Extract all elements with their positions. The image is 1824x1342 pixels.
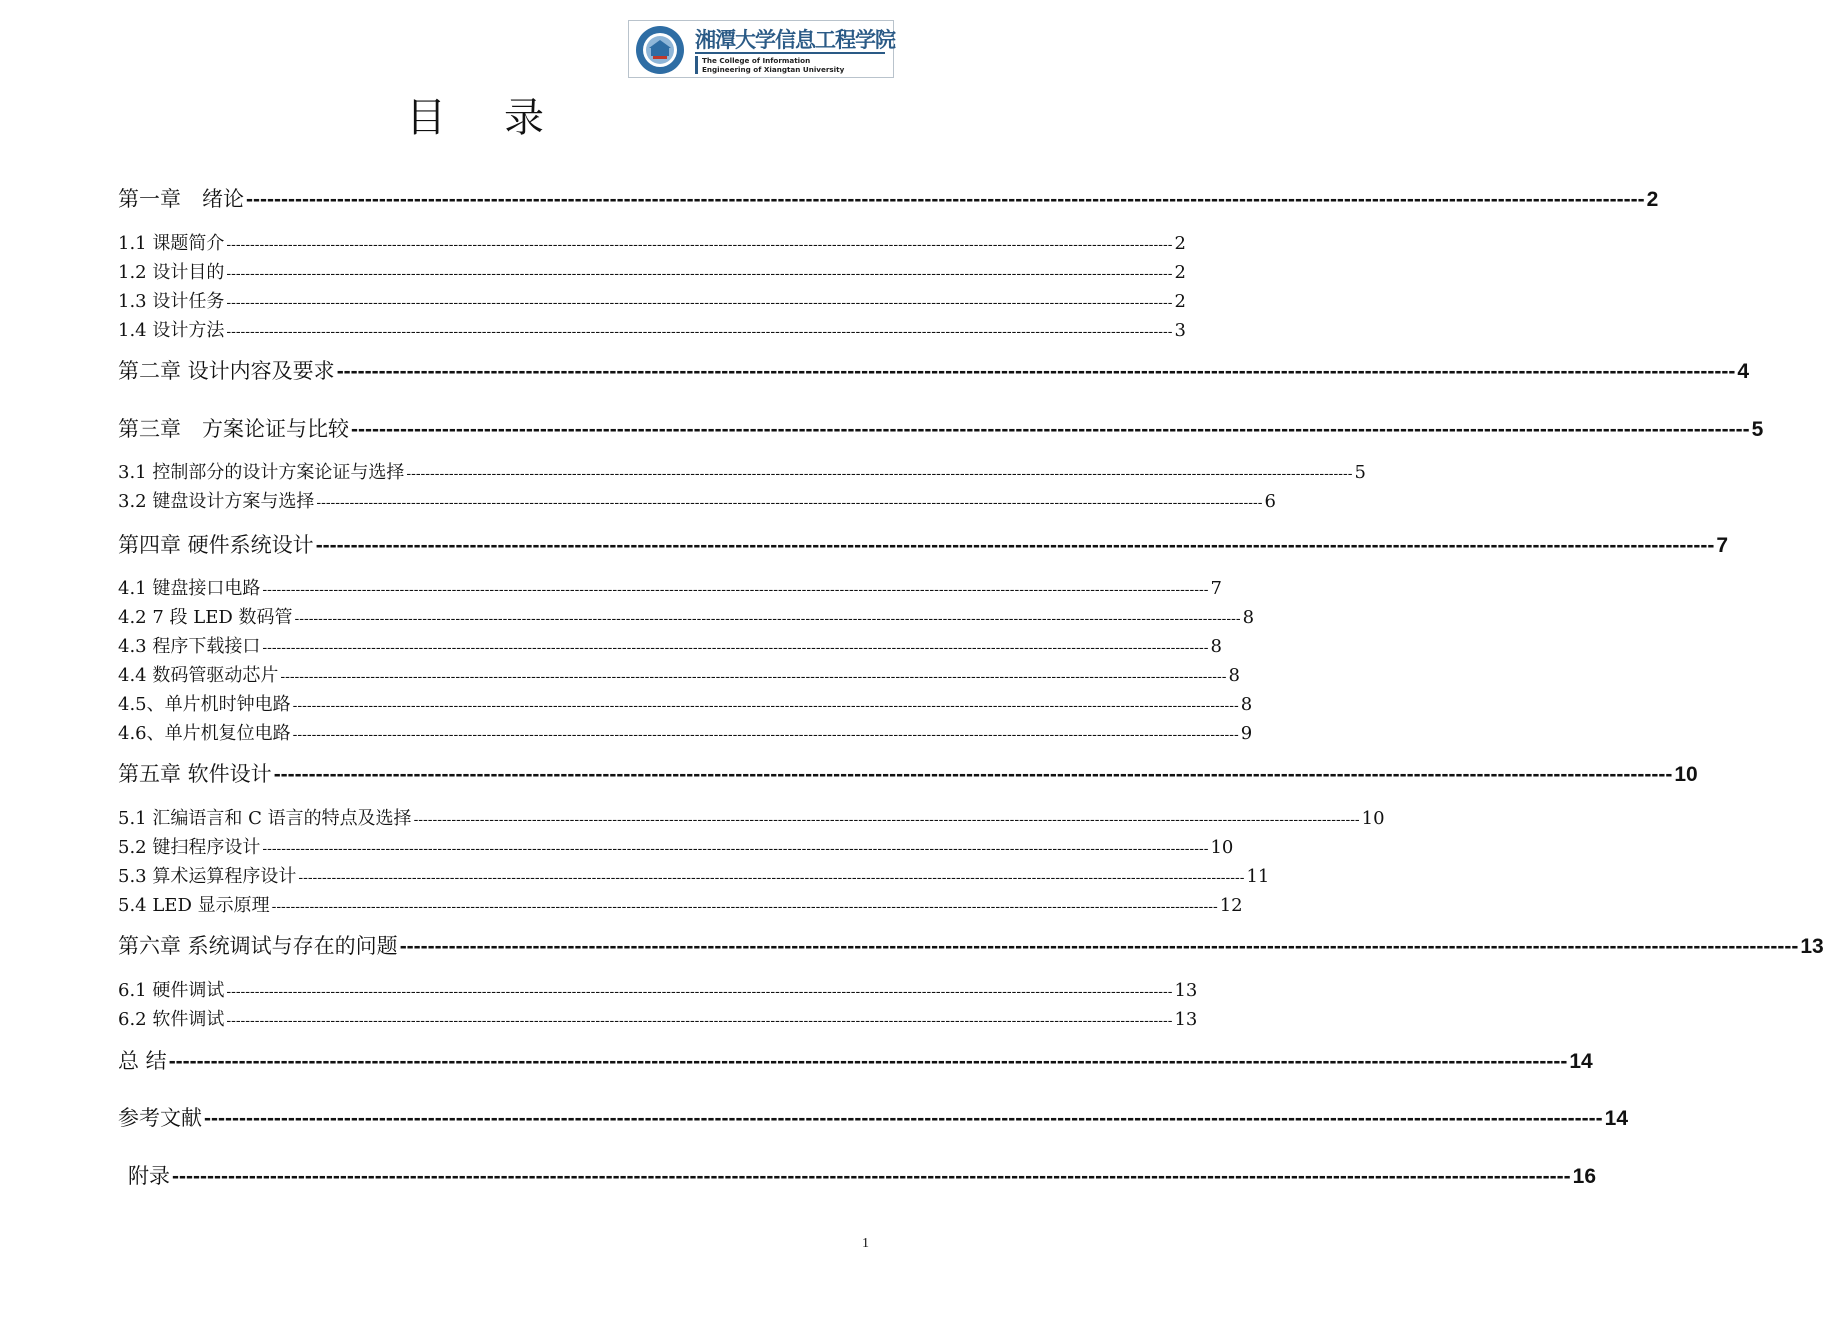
toc-entry-page: 14 bbox=[1569, 1050, 1593, 1073]
toc-entry-label: 3.1 控制部分的设计方案论证与选择 bbox=[118, 462, 405, 483]
toc-dot-leader: -------------------------------------------------------------------------------------------------------------------------------------------------------------------------------------------------------- bbox=[413, 812, 1360, 828]
toc-section-entry[interactable] bbox=[118, 891, 1243, 917]
toc-section-entry[interactable] bbox=[118, 287, 1186, 313]
toc-entry-page: 8 bbox=[1242, 607, 1255, 628]
toc-dot-leader: -------------------------------------------------------------------------------------------------------------------------------------------------------------------------------------------------------- bbox=[336, 360, 1736, 383]
toc-entry-label: 4.5、单片机时钟电路 bbox=[118, 694, 291, 715]
toc-dot-leader: -------------------------------------------------------------------------------------------------------------------------------------------------------------------------------------------------------- bbox=[226, 1013, 1173, 1029]
toc-entry-page: 5 bbox=[1354, 462, 1366, 483]
toc-chapter-entry[interactable] bbox=[118, 1102, 1628, 1132]
toc-chapter-entry[interactable] bbox=[118, 355, 1750, 385]
toc-dot-leader: -------------------------------------------------------------------------------------------------------------------------------------------------------------------------------------------------------- bbox=[316, 495, 1263, 511]
toc-entry-label: 第一章 绪论 bbox=[118, 187, 244, 211]
toc-section-entry[interactable] bbox=[118, 1005, 1198, 1031]
toc-entry-page: 2 bbox=[1646, 188, 1659, 211]
toc-dot-leader: -------------------------------------------------------------------------------------------------------------------------------------------------------------------------------------------------------- bbox=[351, 418, 1750, 441]
toc-chapter-entry[interactable] bbox=[118, 758, 1698, 788]
toc-entry-label: 第三章 方案论证与比较 bbox=[118, 417, 349, 441]
toc-chapter-entry[interactable] bbox=[118, 529, 1729, 559]
toc-entry-page: 8 bbox=[1210, 636, 1222, 657]
toc-entry-label: 4.4 数码管驱动芯片 bbox=[118, 665, 279, 686]
toc-dot-leader: -------------------------------------------------------------------------------------------------------------------------------------------------------------------------------------------------------- bbox=[226, 295, 1173, 311]
toc-section-entry[interactable] bbox=[118, 862, 1270, 888]
toc-dot-leader: -------------------------------------------------------------------------------------------------------------------------------------------------------------------------------------------------------- bbox=[294, 611, 1241, 627]
toc-entry-label: 第五章 软件设计 bbox=[118, 762, 272, 786]
toc-dot-leader: -------------------------------------------------------------------------------------------------------------------------------------------------------------------------------------------------------- bbox=[226, 266, 1173, 282]
toc-entry-label: 附录 bbox=[128, 1164, 170, 1188]
toc-dot-leader: -------------------------------------------------------------------------------------------------------------------------------------------------------------------------------------------------------- bbox=[315, 534, 1715, 557]
toc-entry-page: 8 bbox=[1240, 694, 1253, 715]
page-number: 1 bbox=[862, 1236, 869, 1251]
toc-section-entry[interactable] bbox=[118, 661, 1240, 687]
toc-entry-page: 7 bbox=[1716, 534, 1729, 557]
toc-entry-label: 5.4 LED 显示原理 bbox=[118, 895, 270, 916]
toc-dot-leader: -------------------------------------------------------------------------------------------------------------------------------------------------------------------------------------------------------- bbox=[204, 1107, 1603, 1130]
toc-dot-leader: -------------------------------------------------------------------------------------------------------------------------------------------------------------------------------------------------------- bbox=[399, 935, 1799, 958]
toc-entry-page: 16 bbox=[1572, 1165, 1596, 1188]
toc-entry-label: 第四章 硬件系统设计 bbox=[118, 533, 314, 557]
toc-section-entry[interactable] bbox=[118, 804, 1385, 830]
toc-entry-page: 14 bbox=[1604, 1107, 1628, 1130]
toc-chapter-entry[interactable] bbox=[118, 1045, 1593, 1075]
toc-dot-leader: -------------------------------------------------------------------------------------------------------------------------------------------------------------------------------------------------------- bbox=[172, 1165, 1571, 1188]
toc-entry-page: 6 bbox=[1264, 491, 1276, 512]
toc-entry-label: 第二章 设计内容及要求 bbox=[118, 359, 335, 383]
toc-section-entry[interactable] bbox=[118, 690, 1253, 716]
toc-entry-page: 10 bbox=[1361, 808, 1385, 829]
toc-section-entry[interactable] bbox=[118, 632, 1222, 658]
toc-entry-label: 1.2 设计目的 bbox=[118, 262, 225, 283]
toc-dot-leader: -------------------------------------------------------------------------------------------------------------------------------------------------------------------------------------------------------- bbox=[280, 669, 1227, 685]
toc-dot-leader: -------------------------------------------------------------------------------------------------------------------------------------------------------------------------------------------------------- bbox=[292, 727, 1239, 743]
toc-entry-page: 12 bbox=[1219, 895, 1243, 916]
toc-entry-page: 10 bbox=[1674, 763, 1698, 786]
toc-section-entry[interactable] bbox=[118, 833, 1234, 859]
toc-dot-leader: -------------------------------------------------------------------------------------------------------------------------------------------------------------------------------------------------------- bbox=[226, 237, 1173, 253]
toc-dot-leader: -------------------------------------------------------------------------------------------------------------------------------------------------------------------------------------------------------- bbox=[271, 899, 1218, 915]
toc-section-entry[interactable] bbox=[118, 316, 1186, 342]
university-seal-icon bbox=[635, 25, 685, 75]
logo-divider bbox=[695, 52, 885, 54]
logo-chinese-name: 湘潭大学信息工程学院 bbox=[695, 28, 895, 52]
toc-section-entry[interactable] bbox=[118, 458, 1366, 484]
toc-section-entry[interactable] bbox=[118, 229, 1186, 255]
toc-entry-label: 5.2 键扫程序设计 bbox=[118, 837, 261, 858]
toc-entry-label: 4.2 7 段 LED 数码管 bbox=[118, 607, 293, 628]
logo-english-name bbox=[702, 56, 844, 74]
toc-dot-leader: -------------------------------------------------------------------------------------------------------------------------------------------------------------------------------------------------------- bbox=[168, 1050, 1568, 1073]
toc-entry-page: 5 bbox=[1751, 418, 1764, 441]
toc-chapter-entry[interactable] bbox=[118, 930, 1824, 960]
toc-dot-leader: -------------------------------------------------------------------------------------------------------------------------------------------------------------------------------------------------------- bbox=[262, 841, 1209, 857]
toc-dot-leader: -------------------------------------------------------------------------------------------------------------------------------------------------------------------------------------------------------- bbox=[226, 324, 1173, 340]
toc-entry-label: 第六章 系统调试与存在的问题 bbox=[118, 934, 398, 958]
toc-section-entry[interactable] bbox=[118, 487, 1276, 513]
toc-entry-label: 总 结 bbox=[118, 1049, 167, 1073]
toc-entry-label: 4.6、单片机复位电路 bbox=[118, 723, 291, 744]
toc-dot-leader: -------------------------------------------------------------------------------------------------------------------------------------------------------------------------------------------------------- bbox=[262, 582, 1209, 598]
toc-section-entry[interactable] bbox=[118, 719, 1253, 745]
toc-dot-leader: -------------------------------------------------------------------------------------------------------------------------------------------------------------------------------------------------------- bbox=[273, 763, 1673, 786]
toc-dot-leader: -------------------------------------------------------------------------------------------------------------------------------------------------------------------------------------------------------- bbox=[292, 698, 1239, 714]
logo-english-line-2: Engineering of Xiangtan University bbox=[702, 65, 845, 74]
toc-entry-page: 2 bbox=[1174, 233, 1186, 254]
toc-entry-label: 4.3 程序下载接口 bbox=[118, 636, 261, 657]
toc-entry-label: 参考文献 bbox=[118, 1106, 202, 1130]
toc-entry-label: 1.4 设计方法 bbox=[118, 320, 225, 341]
toc-dot-leader: -------------------------------------------------------------------------------------------------------------------------------------------------------------------------------------------------------- bbox=[406, 466, 1353, 482]
toc-entry-page: 2 bbox=[1174, 262, 1186, 283]
toc-entry-page: 13 bbox=[1174, 1009, 1198, 1030]
toc-entry-label: 5.1 汇编语言和 C 语言的特点及选择 bbox=[118, 808, 412, 829]
toc-entry-label: 1.3 设计任务 bbox=[118, 291, 225, 312]
toc-entry-label: 1.1 课题简介 bbox=[118, 233, 225, 254]
toc-chapter-entry[interactable] bbox=[118, 413, 1764, 443]
toc-entry-page: 4 bbox=[1737, 360, 1750, 383]
toc-entry-label: 3.2 键盘设计方案与选择 bbox=[118, 491, 315, 512]
toc-entry-page: 13 bbox=[1800, 935, 1824, 958]
toc-entry-page: 9 bbox=[1240, 723, 1253, 744]
toc-entry-label: 6.1 硬件调试 bbox=[118, 980, 225, 1001]
logo-bar bbox=[695, 56, 698, 74]
toc-entry-page: 13 bbox=[1174, 980, 1198, 1001]
page-title: 目录 bbox=[406, 95, 602, 141]
toc-chapter-entry[interactable] bbox=[128, 1160, 1596, 1190]
toc-dot-leader: -------------------------------------------------------------------------------------------------------------------------------------------------------------------------------------------------------- bbox=[298, 870, 1245, 886]
toc-section-entry[interactable] bbox=[118, 574, 1222, 600]
logo-english-line-1: The College of Information bbox=[702, 56, 811, 65]
toc-entry-label: 5.3 算术运算程序设计 bbox=[118, 866, 297, 887]
toc-section-entry[interactable] bbox=[118, 258, 1186, 284]
toc-entry-page: 10 bbox=[1210, 837, 1234, 858]
toc-section-entry[interactable] bbox=[118, 976, 1198, 1002]
toc-dot-leader: -------------------------------------------------------------------------------------------------------------------------------------------------------------------------------------------------------- bbox=[262, 640, 1209, 656]
toc-entry-page: 11 bbox=[1246, 866, 1270, 887]
toc-entry-page: 7 bbox=[1210, 578, 1222, 599]
toc-dot-leader: -------------------------------------------------------------------------------------------------------------------------------------------------------------------------------------------------------- bbox=[246, 188, 1645, 211]
toc-entry-label: 4.1 键盘接口电路 bbox=[118, 578, 261, 599]
toc-entry-page: 2 bbox=[1174, 291, 1186, 312]
toc-section-entry[interactable] bbox=[118, 603, 1255, 629]
toc-entry-label: 6.2 软件调试 bbox=[118, 1009, 225, 1030]
toc-dot-leader: -------------------------------------------------------------------------------------------------------------------------------------------------------------------------------------------------------- bbox=[226, 984, 1173, 1000]
toc-entry-page: 3 bbox=[1174, 320, 1186, 341]
college-logo bbox=[628, 20, 894, 78]
toc-chapter-entry[interactable] bbox=[118, 183, 1659, 213]
toc-entry-page: 8 bbox=[1228, 665, 1240, 686]
